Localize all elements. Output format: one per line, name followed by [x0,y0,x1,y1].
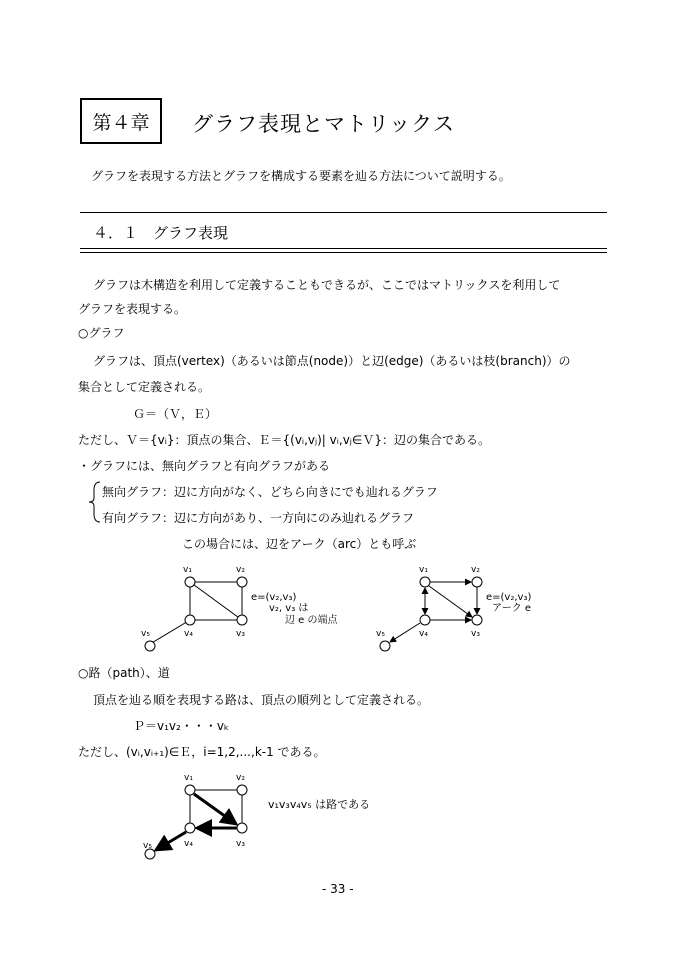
arc-v1-v3 [429,586,472,617]
label-v5: v₅ [141,629,150,639]
label-v2: v₂ [236,773,245,783]
paragraph-1-line-2: グラフを表現する。 [78,302,187,316]
edge-note-2: v₂, v₃ は [269,603,309,614]
paragraph-1-line-1: グラフは木構造を利用して定義することもできるが、ここではマトリックスを利用して [93,278,561,292]
chapter-number: 第４章 [92,111,150,134]
directed-graph-definition: 有向グラフ：辺に方向があり、一方向にのみ辿れるグラフ [102,511,415,525]
edge-v1-v3 [190,582,242,620]
label-v1: v₁ [184,773,193,783]
vertex-v1 [185,577,195,587]
arc-note: この場合には、辺をアーク（arc）とも呼ぶ [182,537,417,551]
vertex-v1 [185,785,195,795]
vertex-v3 [472,615,482,625]
formula-g: Ｇ＝（Ｖ，Ｅ） [133,407,218,421]
vertex-v1 [420,577,430,587]
graph-heading: ○グラフ [78,326,125,340]
chapter-title: グラフ表現とマトリックス [192,112,455,136]
brace-icon [86,480,102,524]
label-v4: v₄ [184,839,193,849]
label-v2: v₂ [471,565,480,575]
vertex-v2 [237,785,247,795]
label-v3: v₃ [236,629,245,639]
vertex-v5 [145,641,155,651]
formula-p: Ｐ＝v₁v₂・・・vₖ [133,719,230,733]
path-example-caption: v₁v₃v₄v₅ は路である [268,798,371,811]
vertex-v4 [185,615,195,625]
label-v4: v₄ [184,629,193,639]
vertex-v5 [380,641,390,651]
chapter-number-box [80,98,162,144]
directed-graph-figure [370,560,570,660]
vertex-v3 [237,823,247,833]
edge-note-1: e=(v₂,v₃) [486,592,532,603]
graph-types-line: ・グラフには、無向グラフと有向グラフがある [78,459,331,473]
label-v4: v₄ [419,629,428,639]
label-v5: v₅ [143,841,152,851]
label-v2: v₂ [236,565,245,575]
section-bottom-rule-2 [80,252,607,253]
page-number: - 33 - [322,882,354,896]
arc-v4-v5 [390,623,420,642]
edge-note-3: 辺 e の端点 [285,615,338,626]
vertex-v4 [185,823,195,833]
section-bottom-rule-1 [80,248,607,249]
vertex-v2 [237,577,247,587]
section-heading: ４．１ グラフ表現 [93,224,229,242]
vertex-v4 [420,615,430,625]
edge-note-1: e=(v₂,v₃) [251,592,297,603]
path-example-figure [135,768,255,864]
path-arc-v4-v5 [156,832,186,850]
path-arc-v1-v3 [194,794,236,824]
section-top-rule [80,212,607,213]
label-v5: v₅ [376,629,385,639]
undirected-graph-figure [135,560,375,660]
path-condition: ただし、(vᵢ,vᵢ₊₁)∈Ｅ，i=1,2,...,k-1 である。 [78,745,326,759]
path-definition: 頂点を辿る順を表現する路は、頂点の順列として定義される。 [93,693,430,707]
vertex-v2 [472,577,482,587]
label-v3: v₃ [471,629,480,639]
edge-note-2: アーク e [492,603,532,614]
vertex-edge-definition: ただし、Ｖ＝{vᵢ}：頂点の集合、Ｅ＝{(vᵢ,vⱼ)| vᵢ,vⱼ∈Ｖ}：辺の集合である。 [78,433,490,447]
label-v1: v₁ [183,565,192,575]
chapter-intro: グラフを表現する方法とグラフを構成する要素を辿る方法について説明する。 [91,169,511,183]
graph-definition-line-2: 集合として定義される。 [78,380,211,394]
path-heading: ○路（path）、道 [78,666,170,680]
undirected-graph-definition: 無向グラフ：辺に方向がなく、どちら向きにでも辿れるグラフ [102,485,438,499]
label-v3: v₃ [236,839,245,849]
graph-definition-line-1: グラフは、頂点(vertex)（あるいは節点(node)）と辺(edge)（あるいは枝(branch)）の [93,354,571,368]
label-v1: v₁ [419,565,428,575]
vertex-v3 [237,615,247,625]
